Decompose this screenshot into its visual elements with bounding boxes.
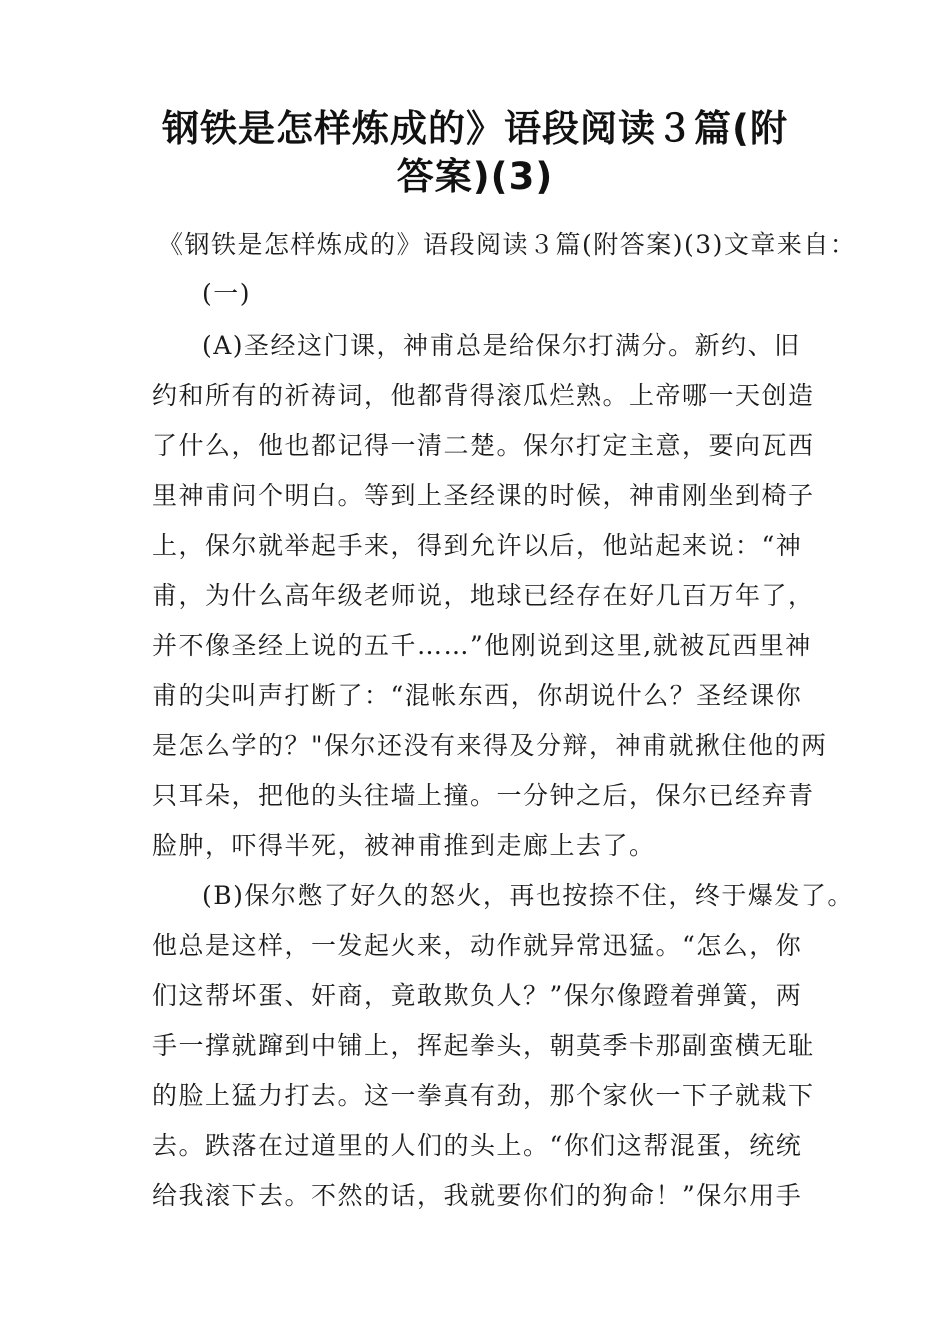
paragraph-a-line: 甫，为什么高年级老师说，地球已经存在好几百万年了，: [152, 581, 815, 610]
paragraph-a-line: (A)圣经这门课，神甫总是给保尔打满分。新约、旧: [202, 331, 801, 360]
paragraph-a-line: 上，保尔就举起手来，得到允许以后，他站起来说：“神: [152, 531, 803, 560]
paragraph-b-line: 去。跌落在过道里的人们的头上。“你们这帮混蛋，统统: [152, 1131, 803, 1160]
paragraph-b-line: 给我滚下去。不然的话，我就要你们的狗命！”保尔用手: [152, 1181, 803, 1210]
paragraph-b-line: (B)保尔憋了好久的怒火，再也按捺不住，终于爆发了。: [202, 881, 854, 910]
paragraph-b-line: 手一撑就蹿到中铺上，挥起拳头，朝莫季卡那副蛮横无耻: [152, 1031, 815, 1060]
paragraph-a-line: 约和所有的祈祷词，他都背得滚瓜烂熟。上帝哪一天创造: [152, 381, 815, 410]
paragraph-a-line: 是怎么学的？"保尔还没有来得及分辩，神甫就揪住他的两: [152, 731, 828, 760]
paragraph-a-line: 脸肿，吓得半死，被神甫推到走廊上去了。: [152, 831, 656, 860]
paragraph-a-line: 了什么，他也都记得一清二楚。保尔打定主意，要向瓦西: [152, 431, 815, 460]
paragraph-b-line: 他总是这样，一发起火来，动作就异常迅猛。“怎么，你: [152, 931, 803, 960]
intro-line: 《钢铁是怎样炼成的》语段阅读３篇(附答案)(3)文章来自：: [158, 230, 857, 259]
paragraph-a-line: 并不像圣经上说的五千……”他刚说到这里,就被瓦西里神: [152, 631, 812, 660]
document-title-line-2: 答案)(3): [396, 155, 554, 198]
paragraph-a-line: 里神甫问个明白。等到上圣经课的时候，神甫刚坐到椅子: [152, 481, 815, 510]
paragraph-b-line: 的脸上猛力打去。这一拳真有劲，那个家伙一下子就栽下: [152, 1081, 815, 1110]
section-heading: (一): [202, 279, 252, 308]
paragraph-a-line: 只耳朵，把他的头往墙上撞。一分钟之后，保尔已经弃青: [152, 781, 815, 810]
paragraph-a-line: 甫的尖叫声打断了：“混帐东西，你胡说什么？圣经课你: [152, 681, 803, 710]
paragraph-b-line: 们这帮坏蛋、奸商，竟敢欺负人？”保尔像蹬着弹簧，两: [152, 981, 803, 1010]
document-title-line-1: 钢铁是怎样炼成的》语段阅读３篇(附: [162, 107, 788, 150]
